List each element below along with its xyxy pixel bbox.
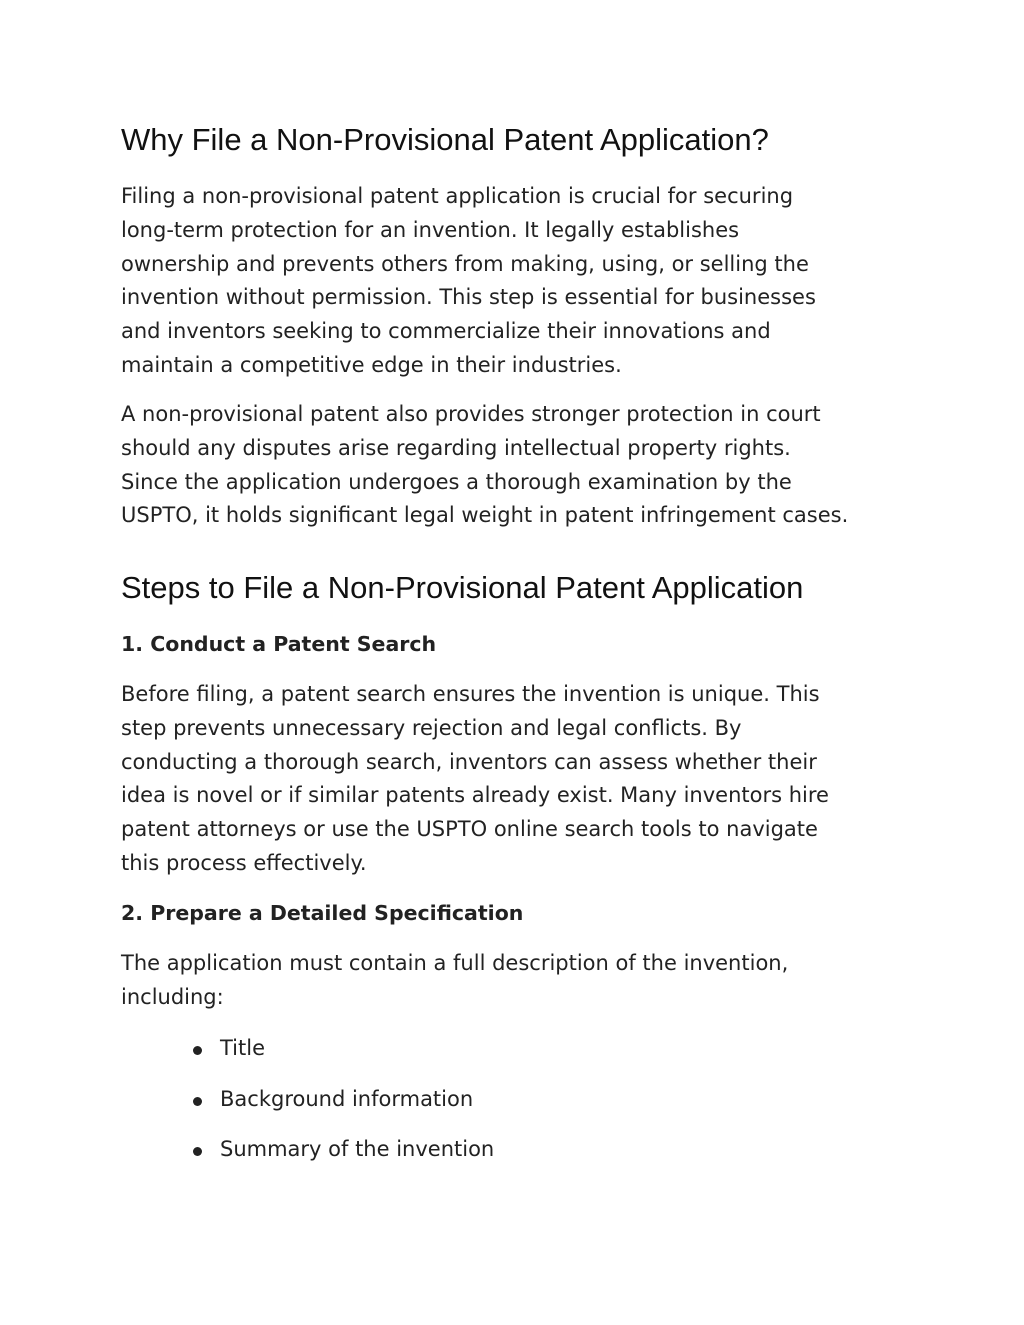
specification-bullet-list xyxy=(121,1033,911,1185)
bullet-icon xyxy=(193,1097,202,1106)
list-item-text: Summary of the invention xyxy=(220,1137,495,1161)
text-line: this process effectively. xyxy=(121,850,367,875)
text-line: Before filing, a patent search ensures the invention is unique. This xyxy=(121,682,820,706)
paragraph-why-file-1 xyxy=(121,180,911,383)
text-line: A non-provisional patent also provides stronger protection in court xyxy=(121,402,821,426)
text-line: step prevents unnecessary rejection and legal conflicts. By xyxy=(121,715,742,740)
paragraph-specification xyxy=(121,947,911,1015)
section-heading-why-file: Why File a Non-Provisional Patent Application? xyxy=(121,122,769,157)
list-item xyxy=(121,1084,911,1135)
text-line: conducting a thorough search, inventors can assess whether their xyxy=(121,749,817,774)
bullet-icon xyxy=(193,1147,202,1156)
list-item xyxy=(121,1134,911,1185)
text-line: should any disputes arise regarding intellectual property rights. xyxy=(121,435,791,460)
paragraph-why-file-2 xyxy=(121,398,911,533)
step-heading-patent-search: 1. Conduct a Patent Search xyxy=(121,632,437,656)
step-heading-specification: 2. Prepare a Detailed Specification xyxy=(121,901,524,925)
text-line: ownership and prevents others from making, using, or selling the xyxy=(121,251,809,276)
text-line: idea is novel or if similar patents already exist. Many inventors hire xyxy=(121,783,829,808)
paragraph-patent-search xyxy=(121,678,911,881)
text-line: The application must contain a full description of the invention, xyxy=(121,951,789,975)
list-item-text: Background information xyxy=(220,1086,474,1111)
text-line: including: xyxy=(121,984,224,1009)
text-line: maintain a competitive edge in their industries. xyxy=(121,352,622,377)
text-line: Filing a non-provisional patent application is crucial for securing xyxy=(121,184,794,208)
text-line: Since the application undergoes a thorough examination by the xyxy=(121,469,792,494)
text-line: long-term protection for an invention. It legally establishes xyxy=(121,217,740,242)
text-line: patent attorneys or use the USPTO online search tools to navigate xyxy=(121,817,818,842)
text-line: USPTO, it holds significant legal weight in patent infringement cases. xyxy=(121,503,849,528)
text-line: and inventors seeking to commercialize their innovations and xyxy=(121,319,771,344)
bullet-icon xyxy=(193,1046,202,1055)
text-line: invention without permission. This step is essential for businesses xyxy=(121,285,816,310)
list-item-text: Title xyxy=(220,1036,266,1060)
section-heading-steps: Steps to File a Non-Provisional Patent Application xyxy=(121,570,804,605)
list-item xyxy=(121,1033,911,1084)
